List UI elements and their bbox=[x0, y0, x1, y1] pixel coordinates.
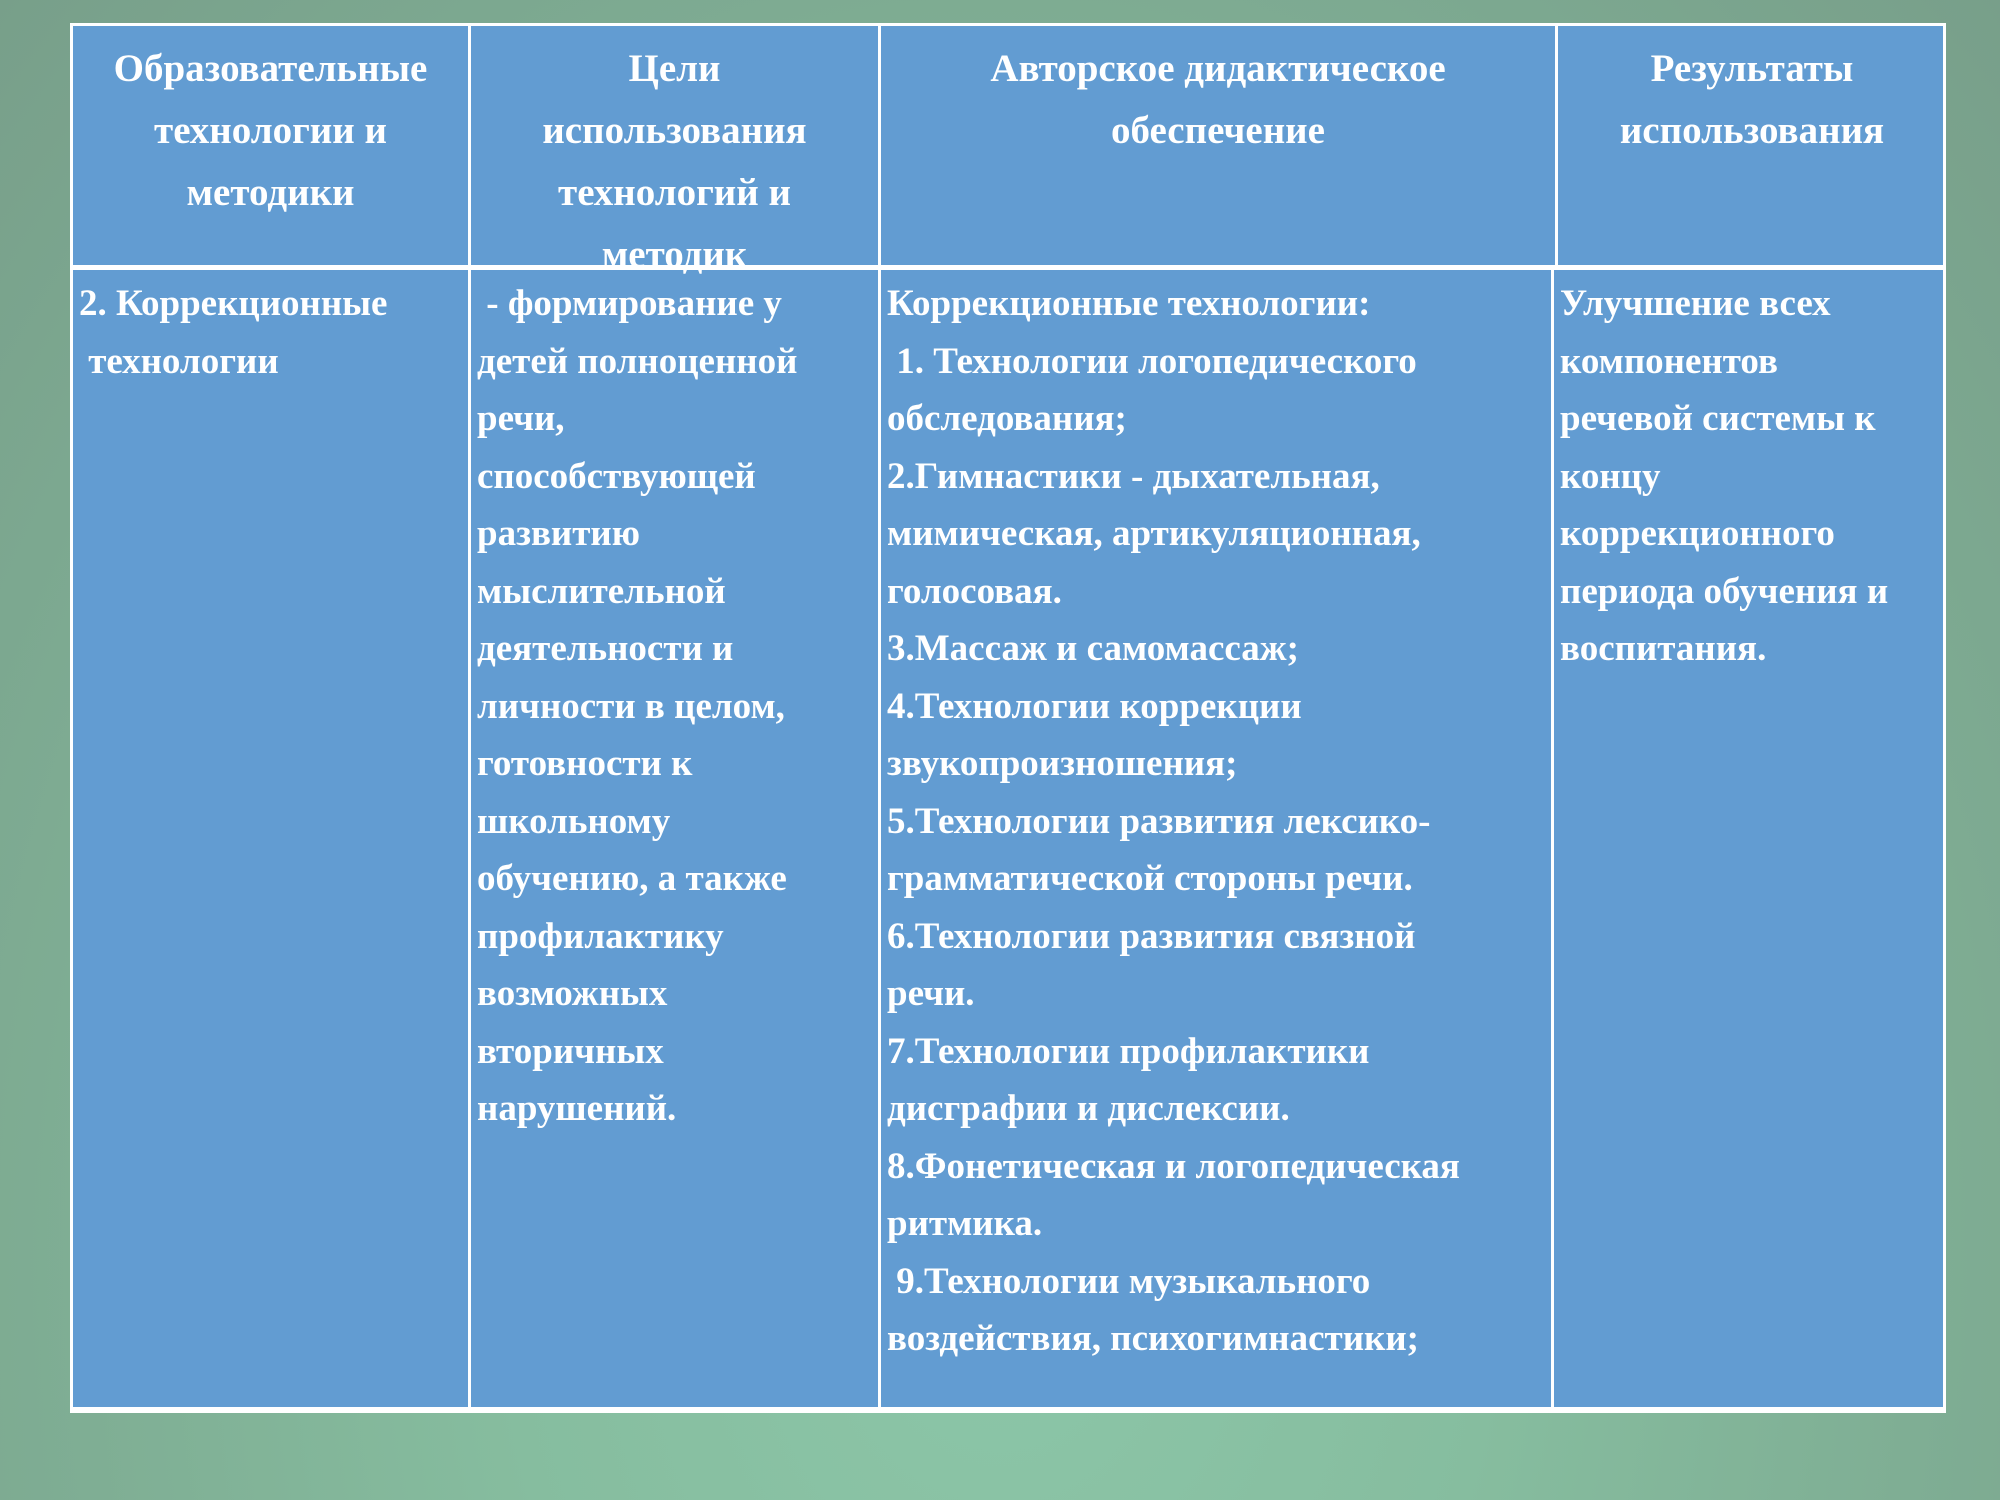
cell-line: деятельности и bbox=[477, 628, 734, 669]
header-line: технологии и bbox=[154, 109, 387, 152]
cell-goals bbox=[468, 270, 878, 1407]
header-line: Цели bbox=[628, 47, 721, 90]
cell-line: Улучшение всех bbox=[1560, 283, 1831, 324]
cell-line: ритмика. bbox=[887, 1203, 1043, 1244]
header-line: Образовательные bbox=[113, 47, 428, 90]
cell-line: технологии bbox=[79, 340, 279, 382]
cell-line: вторичных bbox=[477, 1030, 664, 1072]
cell-line: 6.Технологии развития связной bbox=[887, 915, 1416, 957]
cell-results bbox=[1551, 270, 1946, 1407]
header-cell-goals bbox=[468, 26, 878, 276]
cell-line: компонентов bbox=[1560, 340, 1778, 382]
table-header-row bbox=[73, 26, 1943, 276]
cell-line: 5.Технологии развития лексико- bbox=[887, 800, 1431, 842]
cell-didactic bbox=[878, 270, 1551, 1407]
header-line: Авторское дидактическое bbox=[990, 47, 1446, 90]
cell-line: 7.Технологии профилактики bbox=[887, 1030, 1370, 1072]
cell-line: Коррекционные технологии: bbox=[887, 283, 1371, 324]
header-line: технологий и bbox=[558, 171, 791, 214]
cell-line: развитию bbox=[477, 513, 641, 554]
technologies-table bbox=[70, 23, 1946, 1413]
cell-line: речи, bbox=[477, 398, 565, 439]
header-line: использования bbox=[1619, 109, 1885, 152]
cell-line: возможных bbox=[477, 973, 668, 1014]
cell-line: нарушений. bbox=[477, 1088, 677, 1129]
cell-line: 3.Массаж и самомассаж; bbox=[887, 628, 1299, 669]
cell-line: способствующей bbox=[477, 455, 756, 497]
cell-line: коррекционного bbox=[1560, 513, 1835, 554]
header-line: обеспечение bbox=[1111, 109, 1325, 152]
header-line: Результаты bbox=[1650, 47, 1854, 90]
cell-line: 1. Технологии логопедического bbox=[887, 340, 1417, 382]
cell-line: 2.Гимнастики - дыхательная, bbox=[887, 455, 1380, 497]
cell-line: 9.Технологии музыкального bbox=[887, 1260, 1371, 1302]
cell-line: периода обучения и bbox=[1560, 570, 1889, 612]
cell-line: школьному bbox=[477, 800, 671, 842]
cell-line: - формирование у bbox=[477, 283, 782, 324]
cell-line: личности в целом, bbox=[477, 685, 785, 727]
cell-line: 8.Фонетическая и логопедическая bbox=[887, 1145, 1460, 1187]
cell-line: дисграфии и дислексии. bbox=[887, 1088, 1290, 1129]
cell-line: голосовая. bbox=[887, 570, 1062, 612]
cell-line: воспитания. bbox=[1560, 628, 1767, 669]
cell-line: речи. bbox=[887, 973, 975, 1014]
header-line: использования bbox=[542, 109, 807, 152]
cell-line: мыслительной bbox=[477, 570, 726, 612]
cell-line: мимическая, артикуляционная, bbox=[887, 513, 1421, 554]
cell-line: звукопроизношения; bbox=[887, 743, 1238, 784]
header-line: методик bbox=[601, 233, 748, 276]
cell-line: обучению, а также bbox=[477, 858, 787, 899]
cell-line: 4.Технологии коррекции bbox=[887, 685, 1302, 727]
cell-line: 2. Коррекционные bbox=[79, 283, 388, 324]
cell-line: готовности к bbox=[477, 743, 693, 784]
table-row bbox=[73, 270, 1943, 1410]
header-cell-technologies bbox=[73, 26, 468, 265]
cell-line: речевой системы к bbox=[1560, 398, 1876, 439]
cell-line: обследования; bbox=[887, 398, 1127, 439]
cell-line: воздействия, психогимнастики; bbox=[887, 1318, 1419, 1359]
header-cell-didactic bbox=[878, 26, 1555, 265]
cell-technology bbox=[73, 270, 468, 1407]
cell-line: детей полноценной bbox=[477, 340, 798, 382]
header-line: методики bbox=[186, 171, 355, 214]
cell-line: профилактику bbox=[477, 915, 724, 957]
cell-line: концу bbox=[1560, 455, 1661, 497]
cell-line: грамматической стороны речи. bbox=[887, 858, 1413, 899]
header-cell-results bbox=[1555, 26, 1946, 265]
